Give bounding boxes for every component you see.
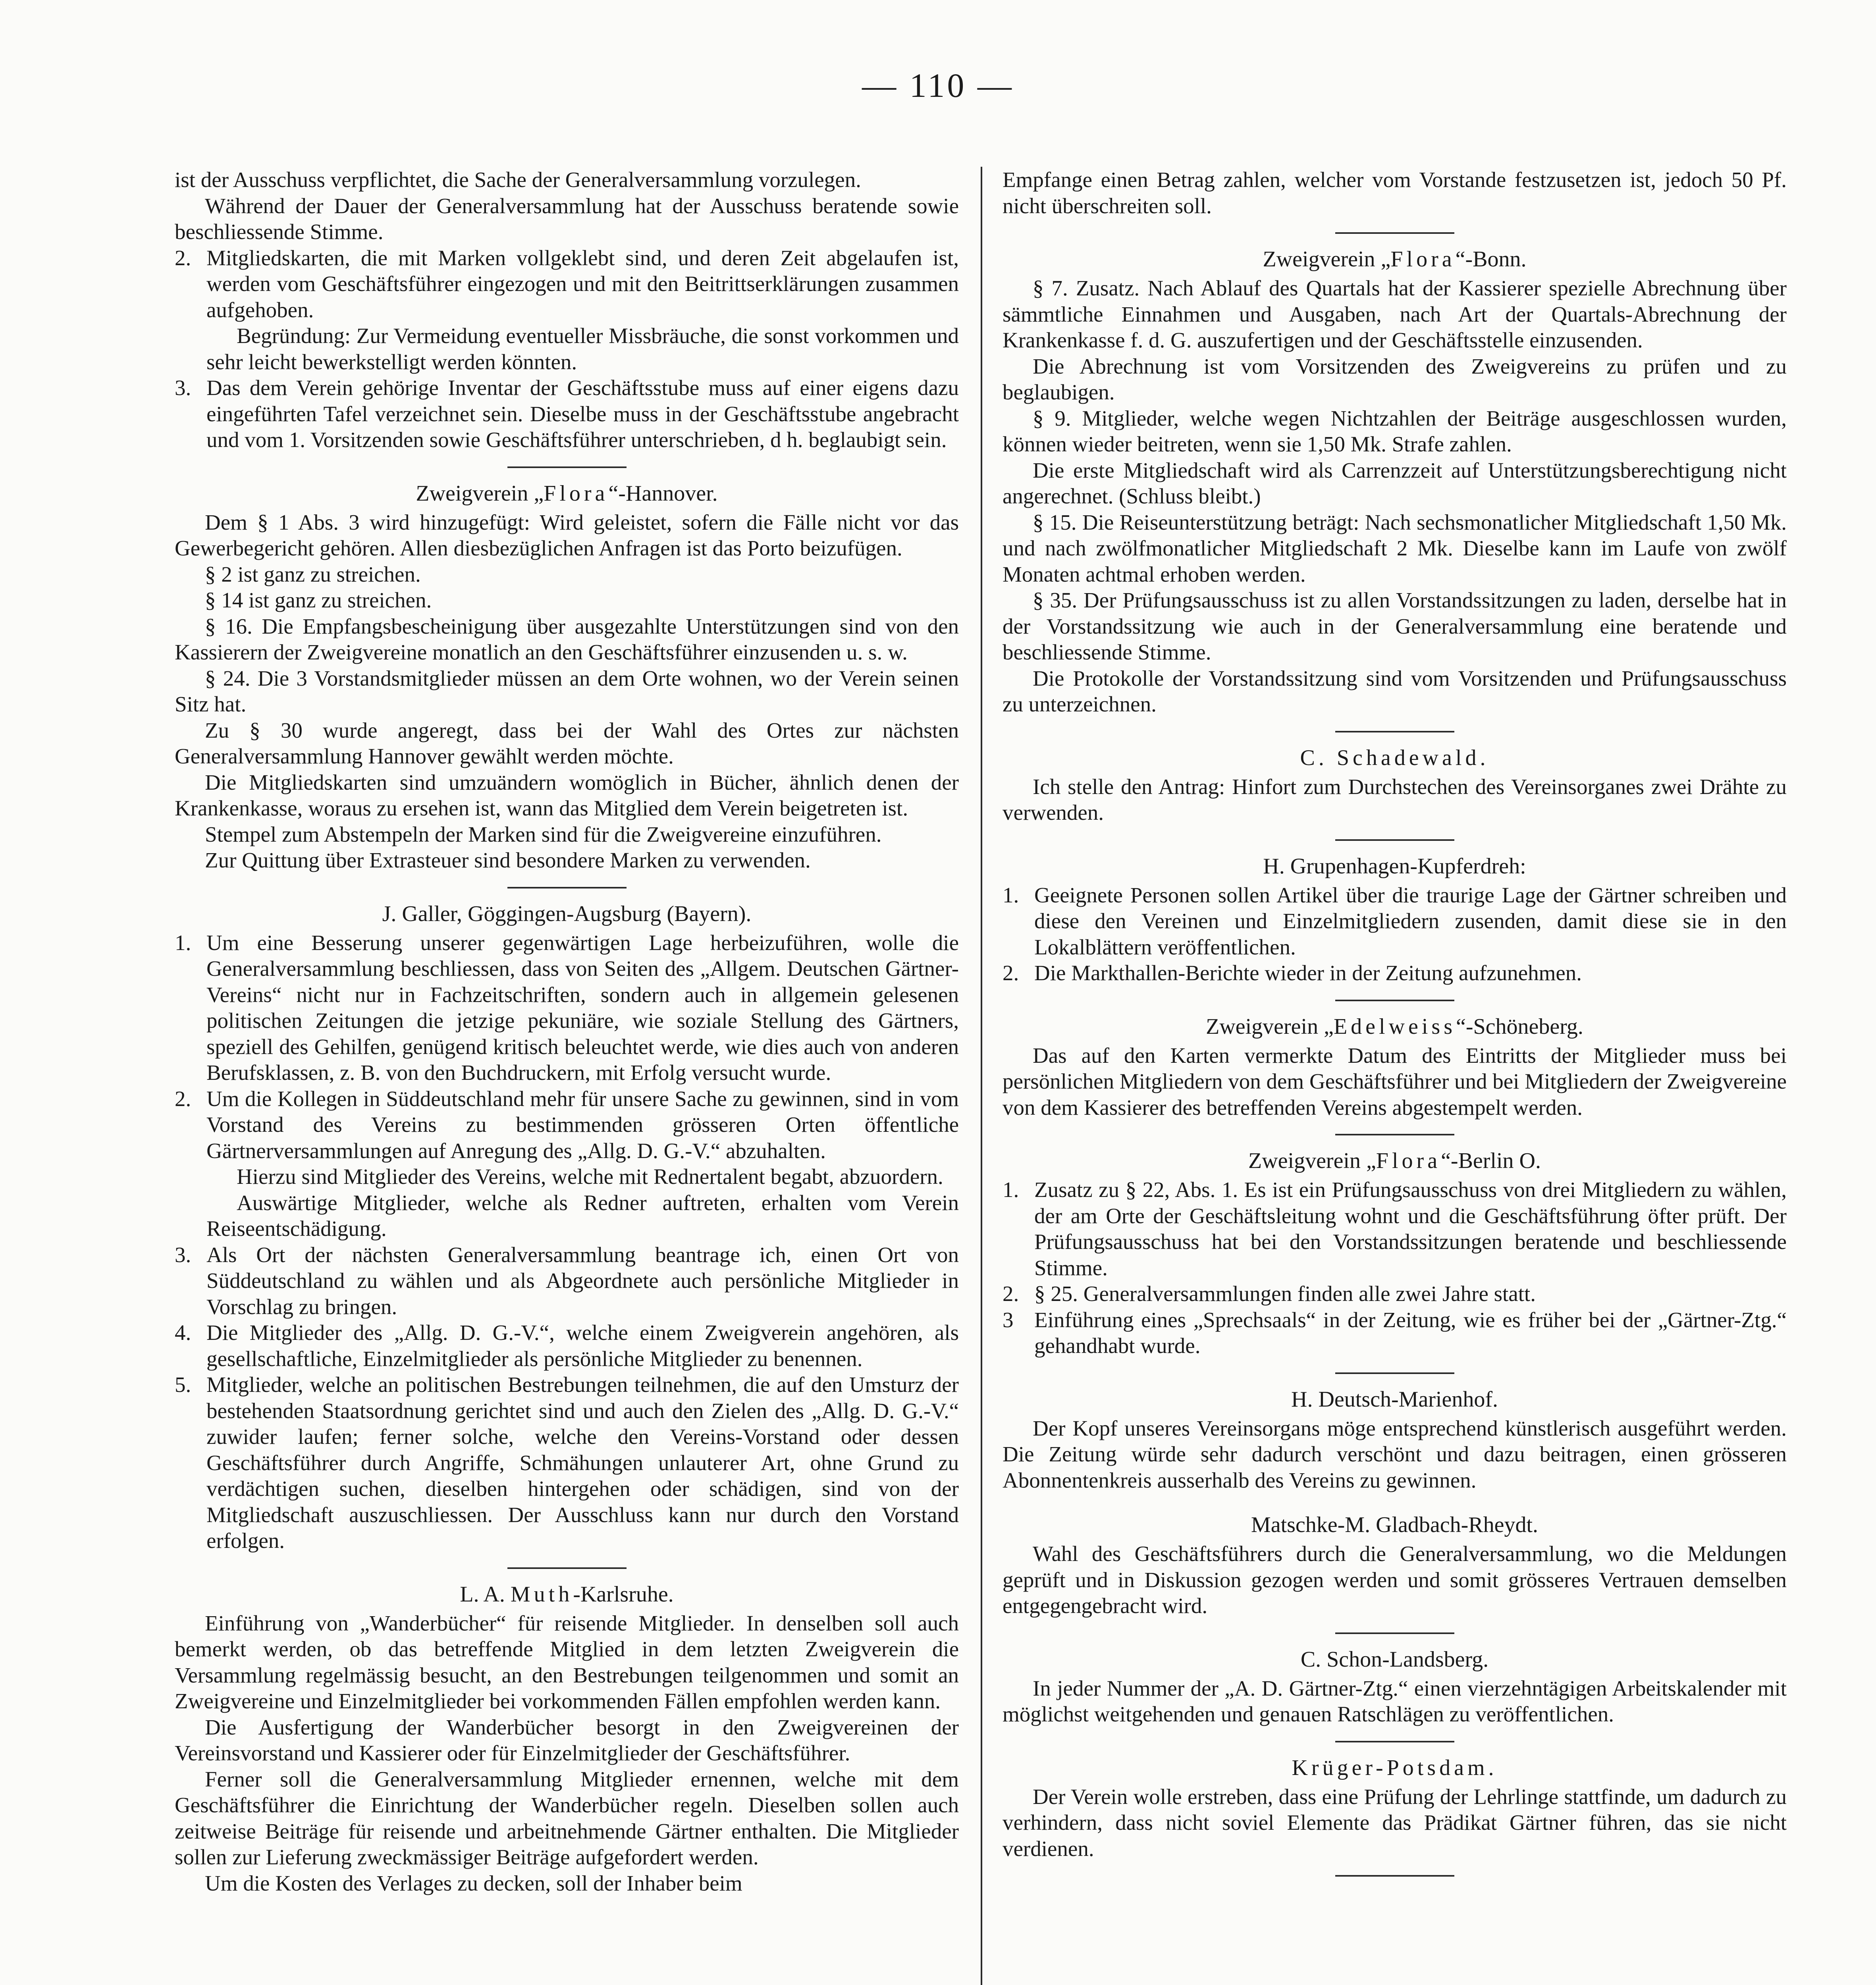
paragraph: § 14 ist ganz zu streichen. bbox=[205, 588, 432, 612]
paragraph: Dem § 1 Abs. 3 wird hinzugefügt: Wird geleistet, sofern die Fälle nicht vor das Gewerbegericht gehören. Allen diesbezüglichen Anfragen ist das Porto beizufügen. bbox=[175, 510, 959, 560]
paragraph: Der Kopf unseres Vereinsorgans möge entsprechend künstlerisch ausgeführt werden. Die Zeitung würde sehr dadurch verschönt und dazu beitragen, einen grösseren Abonnentenkreis ausserhalb des Vereins zu gewinnen. bbox=[1003, 1416, 1787, 1492]
list-number: 3 bbox=[1003, 1307, 1014, 1332]
section-deutsch-marienhof bbox=[1003, 1386, 1787, 1494]
section-separator bbox=[1335, 1000, 1454, 1001]
paragraph: § 24. Die 3 Vorstandsmitglieder müssen an dem Orte wohnen, wo der Verein seinen Sitz hat. bbox=[175, 666, 959, 716]
section-schon-landsberg bbox=[1003, 1646, 1787, 1727]
section-heading bbox=[1003, 1147, 1787, 1174]
left-column bbox=[175, 167, 959, 1985]
paragraph: § 9. Mitglieder, welche wegen Nichtzahlen der Beiträge ausgeschlossen wurden, können wieder beitreten, wenn sie 1,50 Mk. Strafe zahlen. bbox=[1003, 406, 1787, 456]
list-item bbox=[1003, 960, 1787, 986]
section-heading: H. Grupenhagen-Kupferdreh: bbox=[1263, 854, 1526, 879]
paragraph: ist der Ausschuss verpflichtet, die Sache der Generalversammlung vorzulegen. bbox=[175, 168, 861, 192]
section-heading: C. Schon-Landsberg. bbox=[1300, 1647, 1489, 1672]
paragraph: § 15. Die Reiseunterstützung beträgt: Nach sechsmonatlicher Mitgliedschaft 1,50 Mk. und nach zwölfmonatlicher Mitgliedschaft 2 Mk. Dieselbe kann im Laufe von zwölf Monaten achtmal erhoben werden. bbox=[1003, 510, 1787, 586]
list-text: Das dem Verein gehörige Inventar der Geschäftsstube muss auf einer eigens dazu eingeführten Tafel verzeichnet sein. Dieselbe muss in der Geschäftsstube angebracht und vom 1. Vorsitzenden sowie Geschäftsführer unterschrieben, d h. beglaubigt sein. bbox=[206, 376, 959, 452]
paragraph: Die Ausfertigung der Wanderbücher besorgt in den Zweigvereinen der Vereinsvorstand und Kassierer oder für Einzelmitglieder der Geschäftsführer. bbox=[175, 1715, 959, 1765]
paragraph: Zur Quittung über Extrasteuer sind besondere Marken zu verwenden. bbox=[205, 848, 811, 872]
paragraph: Der Verein wolle erstreben, dass eine Prüfung der Lehrlinge stattfinde, um dadurch zu verhindern, dass nicht soviel Elemente das Prädikat Gärtner führen, das sie nicht verdienen. bbox=[1003, 1784, 1787, 1861]
section-separator bbox=[1335, 1372, 1454, 1374]
section-krueger-potsdam bbox=[1003, 1754, 1787, 1862]
list-number: 4. bbox=[175, 1320, 191, 1345]
list-text: Zusatz zu § 22, Abs. 1. Es ist ein Prüfungsausschuss von drei Mitgliedern zu wählen, der am Orte der Geschäftsleitung wohnt und die Geschäftsführung öfter prüft. Der Prüfungsausschuss hat bei den Vorstandssitzungen beratende und beschliessende Stimme. bbox=[1034, 1178, 1787, 1280]
section-separator bbox=[507, 466, 627, 468]
paragraph: In jeder Nummer der „A. D. Gärtner-Ztg.“ einen vierzehntägigen Arbeitskalender mit möglichst weitgehenden und genauen Ratschlägen zu veröffentlichen. bbox=[1003, 1676, 1787, 1726]
section-heading: J. Galler, Göggingen-Augsburg (Bayern). bbox=[382, 901, 752, 926]
section-continuation bbox=[175, 167, 959, 453]
heading-prefix: Zweigverein „ bbox=[1263, 247, 1391, 272]
numbered-list bbox=[175, 930, 959, 1554]
heading-prefix: Zweigverein „ bbox=[416, 481, 544, 506]
list-number: 2. bbox=[1003, 1282, 1019, 1306]
list-number: 3. bbox=[175, 1242, 191, 1267]
list-item bbox=[175, 1320, 959, 1372]
paragraph: § 2 ist ganz zu streichen. bbox=[205, 562, 421, 586]
list-subparagraph: Begründung: Zur Vermeidung eventueller Missbräuche, die sonst vorkommen und sehr leicht bewerkstelligt werden könnten. bbox=[206, 324, 959, 374]
section-separator bbox=[1335, 731, 1454, 732]
page-number: — 110 — bbox=[862, 66, 1014, 104]
paragraph: Einführung von „Wanderbücher“ für reisende Mitglieder. In denselben soll auch bemerkt werden, ob das betreffende Mitglied in dem letzten Zweigverein die Versammlung regelmässig besucht, an den Bestrebungen teilgenommen und somit an Zweigvereine und Einzelmitglieder bei vorkommenden Fällen empfohlen werden kann. bbox=[175, 1611, 959, 1713]
paragraph: Zu § 30 wurde angeregt, dass bei der Wahl des Ortes zur nächsten Generalversammlung Hannover gewählt werden möchte. bbox=[175, 718, 959, 768]
list-number: 1. bbox=[1003, 1178, 1019, 1202]
list-subparagraph: Hierzu sind Mitglieder des Vereins, welche mit Rednertalent begabt, abzuordern. bbox=[237, 1164, 943, 1189]
section-matschke bbox=[1003, 1511, 1787, 1619]
heading-name: Muth bbox=[510, 1582, 573, 1607]
section-separator bbox=[1335, 1875, 1454, 1877]
list-item bbox=[175, 375, 959, 453]
list-text: § 25. Generalversammlungen finden alle zwei Jahre statt. bbox=[1034, 1282, 1536, 1306]
numbered-list bbox=[1003, 882, 1787, 986]
paragraph: Die erste Mitgliedschaft wird als Carrenzzeit auf Unterstützungsberechtigung nicht angerechnet. (Schluss bleibt.) bbox=[1003, 458, 1787, 508]
list-item bbox=[1003, 1281, 1787, 1307]
section-edelweiss-schoeneberg bbox=[1003, 1013, 1787, 1121]
heading-suffix: “-Berlin O. bbox=[1441, 1149, 1541, 1173]
list-subparagraph: Auswärtige Mitglieder, welche als Redner auftreten, erhalten vom Verein Reiseentschädigung. bbox=[206, 1190, 959, 1241]
section-heading bbox=[1003, 1013, 1787, 1040]
list-item bbox=[1003, 1177, 1787, 1281]
section-separator bbox=[1335, 1632, 1454, 1634]
right-column bbox=[1003, 167, 1787, 1985]
list-item bbox=[175, 1372, 959, 1554]
section-separator bbox=[1335, 839, 1454, 841]
section-heading: C. Schadewald. bbox=[1300, 745, 1489, 770]
list-number: 2. bbox=[175, 1086, 191, 1111]
heading-suffix: “-Bonn. bbox=[1455, 247, 1527, 272]
paragraph: § 16. Die Empfangsbescheinigung über ausgezahlte Unterstützungen sind von den Kassierern der Zweigvereine monatlich an den Geschäftsführer einzusenden u. s. w. bbox=[175, 614, 959, 664]
heading-prefix: Zweigverein „ bbox=[1206, 1014, 1334, 1039]
heading-name: Flora bbox=[1390, 247, 1456, 272]
section-schadewald bbox=[1003, 744, 1787, 826]
section-separator bbox=[1335, 1741, 1454, 1742]
paragraph: § 7. Zusatz. Nach Ablauf des Quartals hat der Kassierer spezielle Abrechnung über sämmtliche Einnahmen und Ausgaben, nach Art der Quartals-Abrechnung der Krankenkasse f. d. G. auszufertigen und der Geschäftsstelle einzusenden. bbox=[1003, 276, 1787, 352]
paragraph: Ferner soll die Generalversammlung Mitglieder ernennen, welche mit dem Geschäftsführer die Einrichtung der Wanderbücher regeln. Dieselben sollen auch zeitweise Beiträge für reisende und arbeitnehmende Gärtner enthalten. Die Mitglieder sollen zur Lieferung zweckmässiger Beiträge aufgefordert werden. bbox=[175, 1767, 959, 1869]
paragraph: Wahl des Geschäftsführers durch die Generalversammlung, wo die Meldungen geprüft und in Diskussion gezogen werden und somit grösseres Vertrauen demselben entgegengebracht wird. bbox=[1003, 1542, 1787, 1618]
heading-suffix: “-Schöneberg. bbox=[1456, 1014, 1583, 1039]
section-flora-berlin bbox=[1003, 1147, 1787, 1359]
list-number: 2. bbox=[1003, 961, 1019, 985]
paragraph: Während der Dauer der Generalversammlung hat der Ausschuss beratende sowie beschliessende Stimme. bbox=[175, 193, 959, 244]
section-muth-karlsruhe bbox=[175, 1581, 959, 1896]
numbered-list bbox=[175, 245, 959, 453]
list-text: Die Mitglieder des „Allg. D. G.-V.“, welche einem Zweigverein angehören, als gesellschaftliche, Einzelmitglieder als persönliche Mitglieder zu benennen. bbox=[206, 1320, 959, 1371]
list-item bbox=[175, 1242, 959, 1320]
list-text: Mitglieder, welche an politischen Bestrebungen teilnehmen, die auf den Umsturz der bestehenden Staatsordnung gerichtet sind und auch den Zielen des „Allg. D. G.-V.“ zuwider laufen; ferner solche, welche den Vereins-Vorstand oder dessen Geschäftsführer durch Angriffe, Schmähungen unlauterer Art, ohne Grund zu verdächtigen suchen, dieselben hintergehen oder schädigen, sind von der Mitgliedschaft auszuschliessen. Der Ausschluss kann nur durch den Vorstand erfolgen. bbox=[206, 1372, 959, 1553]
list-text: Mitgliedskarten, die mit Marken vollgeklebt sind, und deren Zeit abgelaufen ist, werden vom Geschäftsführer eingezogen und mit den Beitrittserklärungen zusammen aufgehoben. bbox=[206, 245, 959, 322]
list-text: Einführung eines „Sprechsaals“ in der Zeitung, wie es früher bei der „Gärtner-Ztg.“ gehandhabt wurde. bbox=[1034, 1307, 1787, 1358]
section-flora-hannover bbox=[175, 480, 959, 873]
list-text: Um die Kollegen in Süddeutschland mehr für unsere Sache zu gewinnen, sind in vom Vorstand des Vereins zu bestimmenden grösseren Orten öffentliche Gärtnerversammlungen auf Anregung des „Allg. D. G.-V.“ abzuhalten. bbox=[206, 1086, 959, 1163]
list-item bbox=[175, 1086, 959, 1242]
list-text: Um eine Besserung unserer gegenwärtigen Lage herbeizuführen, wolle die Generalversammlung beschliessen, dass von Seiten des „Allgem. Deutschen Gärtner-Vereins“ nicht nur in Fachzeitschriften, sondern auch in allgemein gelesenen politischen Zeitungen die jetzige pekuniäre, wie soziale Stellung des Gärtners, speziell des Gehilfen, genügend kritisch beleuchtet werde, wie dies auch von anderen Berufsklassen, z. B. von den Buchdruckern, mit Erfolg versucht wurde. bbox=[206, 930, 959, 1085]
paragraph: Um die Kosten des Verlages zu decken, soll der Inhaber beim bbox=[205, 1871, 742, 1895]
list-text: Die Markthallen-Berichte wieder in der Zeitung aufzunehmen. bbox=[1034, 961, 1582, 985]
paragraph: Empfange einen Betrag zahlen, welcher vom Vorstande festzusetzen ist, jedoch 50 Pf. nicht überschreiten soll. bbox=[1003, 168, 1787, 218]
heading-suffix: “-Hannover. bbox=[608, 481, 718, 506]
paragraph: Die Abrechnung ist vom Vorsitzenden des Zweigvereins zu prüfen und zu beglaubigen. bbox=[1003, 354, 1787, 404]
section-heading bbox=[175, 1581, 959, 1608]
paragraph: Das auf den Karten vermerkte Datum des Eintritts der Mitglieder muss bei persönlichen Mitgliedern von dem Geschäftsführer und bei Mitgliedern der Zweigvereine von dem Kassierer des betreffenden Vereins abgestempelt werden. bbox=[1003, 1043, 1787, 1120]
heading-name: Edelweiss bbox=[1333, 1014, 1456, 1039]
section-continuation bbox=[1003, 167, 1787, 219]
numbered-list bbox=[1003, 1177, 1787, 1359]
paragraph: § 35. Der Prüfungsausschuss ist zu allen Vorstandssitzungen zu laden, derselbe hat in der Vorstandssitzung wie auch in der Generalversammlung eine beratende und beschliessende Stimme. bbox=[1003, 588, 1787, 664]
section-separator bbox=[1335, 232, 1454, 234]
list-number: 5. bbox=[175, 1372, 191, 1397]
section-flora-bonn bbox=[1003, 246, 1787, 717]
section-grupenhagen bbox=[1003, 853, 1787, 986]
list-number: 1. bbox=[175, 930, 191, 955]
section-heading: Krüger-Potsdam. bbox=[1292, 1755, 1498, 1780]
section-heading bbox=[175, 480, 959, 507]
paragraph: Ich stelle den Antrag: Hinfort zum Durchstechen des Vereinsorganes zwei Drähte zu verwenden. bbox=[1003, 774, 1787, 825]
section-heading: H. Deutsch-Marienhof. bbox=[1291, 1387, 1498, 1412]
list-number: 2. bbox=[175, 245, 191, 270]
heading-suffix: -Karlsruhe. bbox=[573, 1582, 674, 1607]
section-heading bbox=[1003, 246, 1787, 273]
column-divider bbox=[981, 167, 982, 1985]
section-galler bbox=[175, 900, 959, 1554]
paragraph: Die Mitgliedskarten sind umzuändern womöglich in Bücher, ähnlich denen der Krankenkasse, woraus zu ersehen ist, wann das Mitglied dem Verein beigetreten ist. bbox=[175, 770, 959, 820]
list-text: Als Ort der nächsten Generalversammlung beantrage ich, einen Ort von Süddeutschland zu wählen und als Abgeordnete auch persönliche Mitglieder in Vorschlag zu bringen. bbox=[206, 1242, 959, 1319]
section-heading: Matschke-M. Gladbach-Rheydt. bbox=[1251, 1513, 1539, 1537]
section-separator bbox=[1335, 1134, 1454, 1135]
heading-name: Flora bbox=[544, 481, 609, 506]
list-text: Geeignete Personen sollen Artikel über die traurige Lage der Gärtner schreiben und diese den Vereinen und Einzelmitgliedern zusenden, damit diese sie in den Lokalblättern veröffentlichen. bbox=[1034, 883, 1787, 959]
paragraph: Die Protokolle der Vorstandssitzung sind vom Vorsitzenden und Prüfungsausschuss zu unterzeichnen. bbox=[1003, 666, 1787, 716]
list-item bbox=[175, 245, 959, 375]
section-separator bbox=[507, 1567, 627, 1569]
heading-prefix: L. A. bbox=[460, 1582, 511, 1607]
list-number: 1. bbox=[1003, 883, 1019, 907]
list-item bbox=[175, 930, 959, 1086]
list-item bbox=[1003, 1307, 1787, 1359]
heading-prefix: Zweigverein „ bbox=[1248, 1149, 1376, 1173]
heading-name: Flora bbox=[1376, 1149, 1441, 1173]
list-number: 3. bbox=[175, 376, 191, 400]
paragraph: Stempel zum Abstempeln der Marken sind für die Zweigvereine einzuführen. bbox=[205, 822, 882, 846]
section-separator bbox=[507, 887, 627, 888]
list-item bbox=[1003, 882, 1787, 960]
